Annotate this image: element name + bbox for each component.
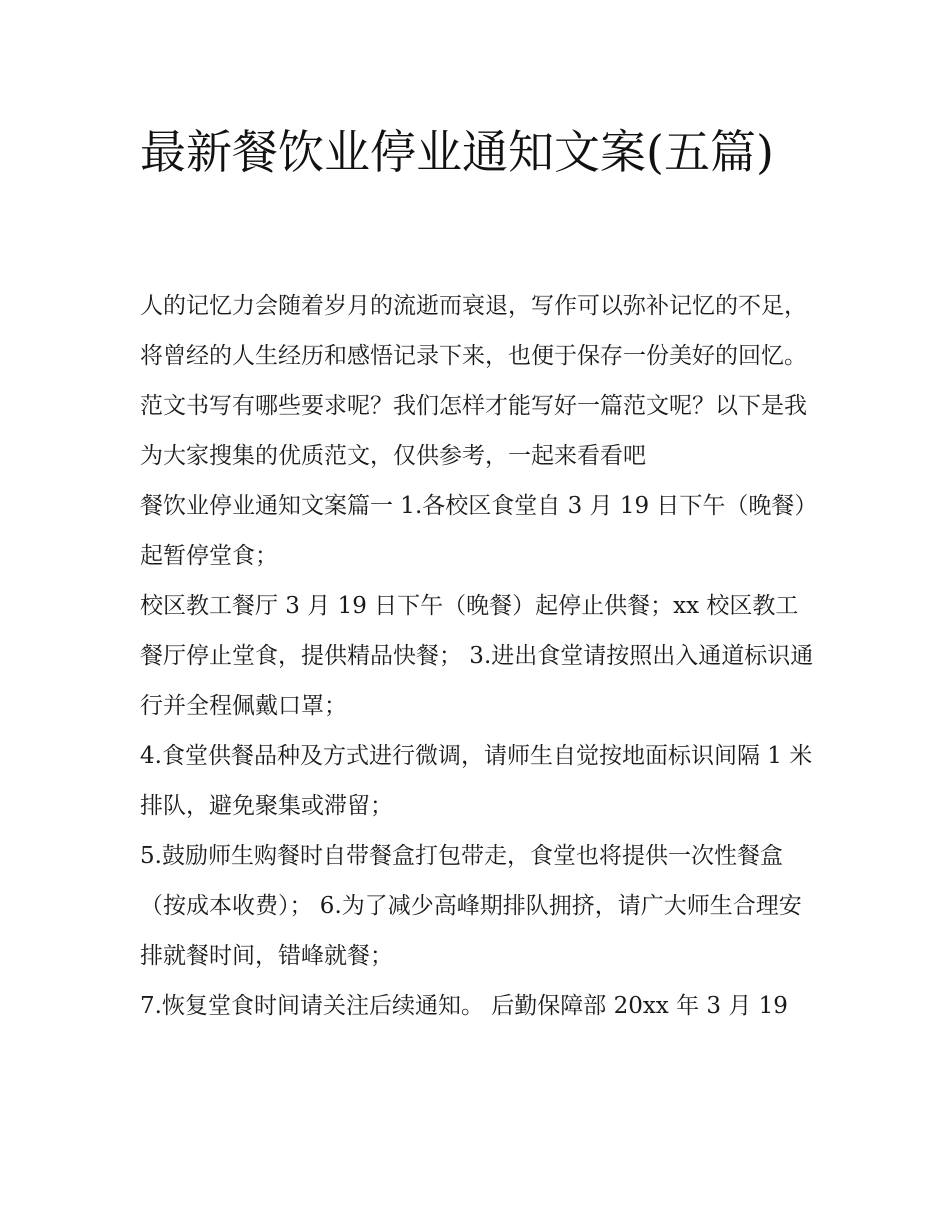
paragraph-notice-items-2-3: 校区教工餐厅 3 月 19 日下午（晚餐）起停止供餐；xx 校区教工餐厅停止堂食，提供精品快餐； 3.进出食堂请按照出入通道标识通行并全程佩戴口罩； xyxy=(140,593,814,719)
paragraph-notice-item-4: 4.食堂供餐品种及方式进行微调，请师生自觉按地面标识间隔 1 米排队，避免聚集或滞留； xyxy=(140,743,813,819)
paragraph-notice-item-1: 餐饮业停业通知文案篇一 1.各校区食堂自 3 月 19 日下午（晚餐）起暂停堂食； xyxy=(140,493,806,569)
document-title: 最新餐饮业停业通知文案(五篇) xyxy=(140,125,774,179)
paragraph-intro: 人的记忆力会随着岁月的流逝而衰退，写作可以弥补记忆的不足，将曾经的人生经历和感悟记录下来，也便于保存一份美好的回忆。范文书写有哪些要求呢？我们怎样才能写好一篇范文呢？以下是我为大家搜集的优质范文，仅供参考，一起来看看吧 xyxy=(140,293,807,469)
paragraph-notice-item-7: 7.恢复堂食时间请关注后续通知。 后勤保障部 20xx 年 3 月 19 xyxy=(140,993,788,1019)
paragraph-notice-items-5-6: 5.鼓励师生购餐时自带餐盒打包带走，食堂也将提供一次性餐盒（按成本收费）； 6.为了减少高峰期排队拥挤，请广大师生合理安排就餐时间，错峰就餐； xyxy=(140,843,802,969)
document-body xyxy=(140,281,814,1031)
